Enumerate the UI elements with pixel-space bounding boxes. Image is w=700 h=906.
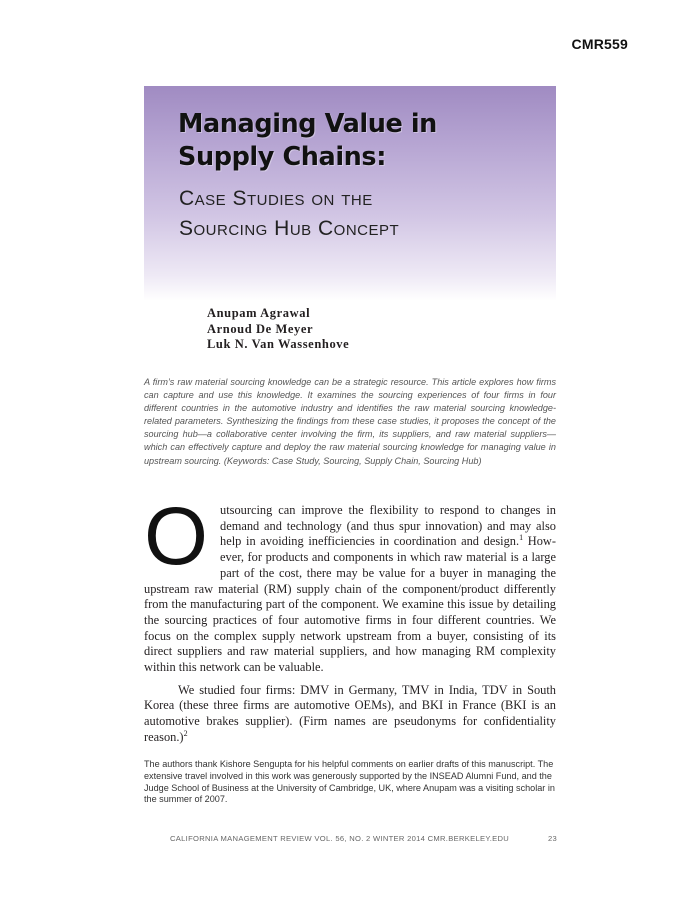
footnote-ref: 1	[519, 533, 524, 543]
page-number: 23	[548, 834, 558, 843]
title-line-1: Managing Value in	[178, 109, 437, 139]
article-code: CMR559	[571, 36, 628, 52]
subtitle-line-1: Case Studies on the	[179, 187, 373, 210]
body-text	[144, 491, 556, 746]
drop-cap: O	[144, 491, 208, 582]
paragraph	[144, 491, 556, 676]
footnote-ref: 2	[183, 728, 188, 738]
paragraph-text: utsourcing can improve the flexibility to respond to changes in demand and technology (and thus spur innovation) and may also help in avoiding inefficiencies in coordination and design.	[220, 503, 556, 549]
author-name: Arnoud De Meyer	[207, 321, 314, 336]
subtitle-line-2: Sourcing Hub Concept	[179, 217, 400, 240]
page-footer	[170, 834, 558, 843]
article-title	[178, 108, 437, 174]
acknowledgement-footnote: The authors thank Kishore Sengupta for his helpful comments on earlier drafts of this manuscript. The extensive travel involved in this work was generously supported by the INSEAD Alumni Fund, and the Judge School of Business at the University of Cambridge, UK, where Anupam was a visiting scholar in the summer of 2007.	[144, 759, 555, 805]
paragraph-text: How-ever, for products and components in which raw material is a large part of the cost, there may be value for a buyer in managing the upstream raw material (RM) supply chain of the component/product differently from the manufacturing part of the component. We examine this issue by detailing the sourcing practices of four automotive firms in four different countries. We focus on the complex supply network upstream from a buyer, consisting of its direct suppliers and raw material suppliers, and how managing RM complexity within this network can be valuable.	[144, 534, 556, 675]
journal-info: CALIFORNIA MANAGEMENT REVIEW VOL. 56, NO. 2 WINTER 2014 CMR.BERKELEY.EDU	[170, 834, 510, 843]
paragraph	[144, 683, 556, 746]
title-line-2: Supply Chains:	[178, 142, 387, 172]
author-name: Luk N. Van Wassenhove	[207, 337, 350, 351]
author-name: Anupam Agrawal	[207, 306, 311, 320]
article-subtitle	[179, 184, 399, 244]
author-list	[207, 306, 349, 353]
abstract: A firm’s raw material sourcing knowledge can be a strategic resource. This article explores how firms can capture and use this knowledge. It examines the sourcing experiences of four firms in four different countries in the automotive industry and identifies the raw material sourcing knowledge-related parameters. Synthesizing the findings from these case studies, it proposes the concept of the sourcing hub—a collaborative center involving the firm, its suppliers, and raw material suppliers—which can effectively capture and deploy the raw material sourcing knowledge for managing value in upstream sourcing. (Keywords: Case Study, Sourcing, Supply Chain, Sourcing Hub)	[144, 377, 556, 466]
paragraph-text: We studied four firms: DMV in Germany, TMV in India, TDV in South Korea (these three firms are automotive OEMs), and BKI in France (BKI is an automotive brakes supplier). (Firm names are pseudonyms for confidentiality reason.)	[144, 682, 556, 744]
